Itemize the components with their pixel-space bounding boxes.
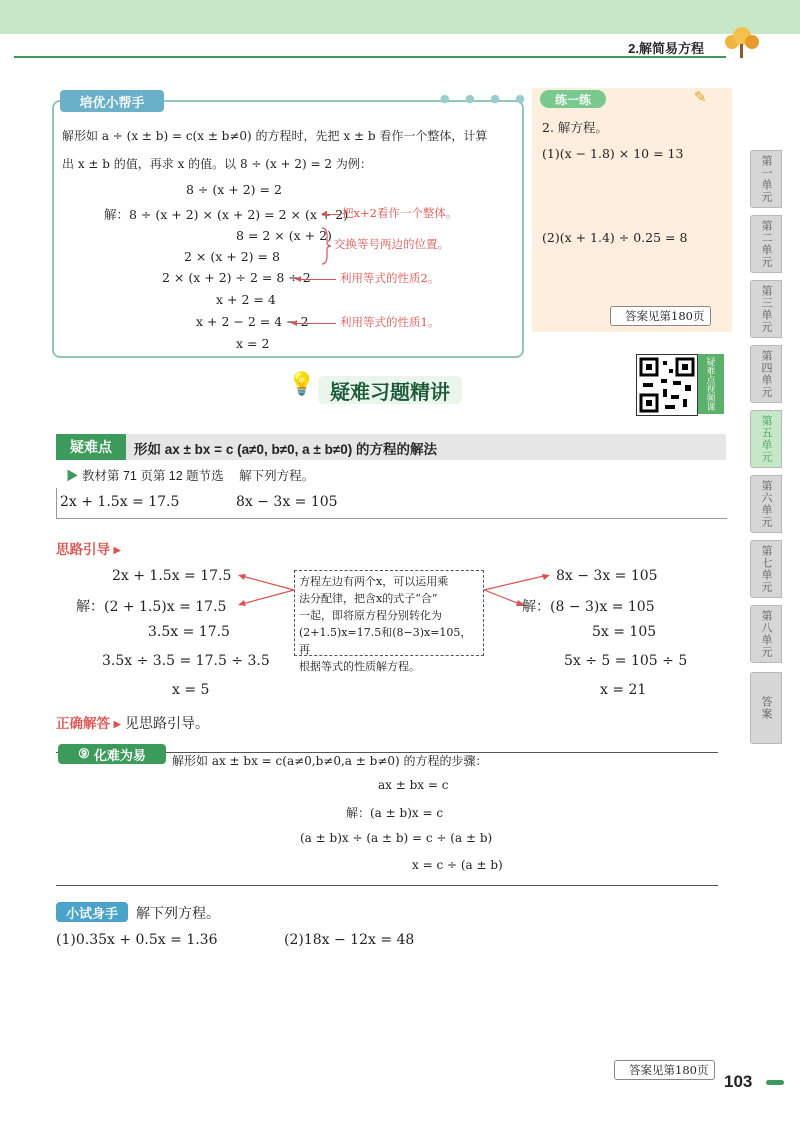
helper-step-2: 解：8 ÷ (x + 2) × (x + 2) = 2 × (x + 2) — [104, 207, 349, 222]
guide-right-4: 5x ÷ 5 = 105 ÷ 5 — [564, 653, 688, 669]
try-tag: 小试身手 — [56, 902, 128, 922]
note-whole: 把x+2看作一个整体。 — [342, 206, 458, 220]
tab-unit-7[interactable]: 第七单元 — [750, 540, 782, 598]
hint-line-2: 法分配律，把含x的式子“合” — [299, 592, 438, 605]
difficulty-title: 形如 ax ± bx = c (a≠0, b≠0, a ± b≠0) 的方程的解法 — [134, 442, 437, 457]
hint-arrows-left — [236, 568, 298, 612]
lightbulb-icon: 💡 — [288, 372, 316, 397]
helper-step-7: x + 2 − 2 = 4 − 2 — [196, 314, 309, 329]
question-source — [66, 466, 314, 484]
hint-line-3: 一起，即将原方程分别转化为 — [299, 609, 442, 622]
arrow-prop1 — [296, 323, 336, 324]
guide-right-5: x = 21 — [600, 682, 647, 698]
tab-unit-1[interactable]: 第一单元 — [750, 150, 782, 208]
page-number: 103 — [724, 1072, 753, 1091]
tab-answers[interactable]: 答案 — [750, 672, 782, 744]
simplify-line-4: x = c ÷ (a ± b) — [412, 858, 503, 872]
note-swap: 交换等号两边的位置。 — [334, 237, 449, 251]
book-icon: ⑨ — [78, 746, 90, 761]
practice-q1: (1)(x − 1.8) × 10 = 13 — [542, 146, 684, 161]
hint-line-4: (2+1.5)x=17.5和(8−3)x=105，再 — [299, 626, 472, 656]
guide-left-4: 3.5x ÷ 3.5 = 17.5 ÷ 3.5 — [102, 653, 270, 669]
guide-left-3: 3.5x = 17.5 — [148, 624, 230, 640]
tab-unit-8[interactable]: 第八单元 — [750, 605, 782, 663]
helper-step-1: 8 ÷ (x + 2) = 2 — [186, 182, 282, 197]
practice-title: 2. 解方程。 — [542, 120, 608, 135]
tab-unit-2[interactable]: 第二单元 — [750, 215, 782, 273]
hint-line-5: 根据等式的性质解方程。 — [299, 660, 420, 673]
question-instruction: 解下列方程。 — [239, 469, 315, 483]
try-q1: (1)0.35x + 0.5x = 1.36 — [56, 932, 218, 948]
correct-text: 见思路引导。 — [124, 715, 209, 731]
arrow-prop2 — [300, 279, 336, 280]
helper-intro — [62, 122, 512, 178]
question-source-text: 教材第 71 页第 12 题节选 — [81, 469, 224, 483]
tab-unit-3[interactable]: 第三单元 — [750, 280, 782, 338]
simplify-intro: 解形如 ax ± bx = c(a≠0,b≠0,a ± b≠0) 的方程的步骤： — [172, 754, 488, 768]
try-answer-ref[interactable]: 答案见第180页 — [614, 1060, 715, 1080]
helper-step-6: x + 2 = 4 — [216, 292, 276, 307]
simplify-line-3: (a ± b)x ÷ (a ± b) = c ÷ (a ± b) — [300, 831, 493, 845]
helper-intro-line2: 出 x ± b 的值，再求 x 的值。以 8 ÷ (x + 2) = 2 为例： — [62, 157, 372, 171]
practice-q2: (2)(x + 1.4) ÷ 0.25 = 8 — [542, 230, 688, 245]
try-q2: (2)18x − 12x = 48 — [284, 932, 415, 948]
correct-answer — [56, 712, 209, 733]
hint-box — [294, 570, 484, 673]
helper-step-8: x = 2 — [236, 336, 270, 351]
section-title: 2.解简易方程 — [628, 41, 704, 56]
guide-label: 思路引导 ▸ — [56, 542, 121, 557]
arrow-whole — [326, 214, 340, 215]
practice-answer-ref[interactable]: 答案见第180页 — [610, 306, 711, 326]
guide-left-2: 解：(2 + 1.5)x = 17.5 — [76, 599, 227, 615]
guide-left-1: 2x + 1.5x = 17.5 — [112, 568, 232, 584]
section-heading: 疑难习题精讲 — [318, 376, 462, 404]
top-banner — [0, 0, 800, 34]
tab-unit-4[interactable]: 第四单元 — [750, 345, 782, 403]
note-prop1: 利用等式的性质1。 — [340, 315, 440, 329]
question-eq2: 8x − 3x = 105 — [236, 494, 338, 510]
helper-step-4: 2 × (x + 2) = 8 — [184, 249, 280, 264]
qr-side-label: 疑难点视频课 — [698, 354, 724, 414]
simplify-line-2: 解：(a ± b)x = c — [346, 806, 444, 820]
correct-label: 正确解答 ▸ — [56, 716, 121, 731]
qr-code-icon[interactable] — [636, 354, 698, 416]
pencil-icon: ✎ — [694, 88, 707, 106]
tree-decoration-icon — [722, 24, 762, 58]
simplify-line-1: ax ± bx = c — [378, 778, 449, 792]
guide-right-1: 8x − 3x = 105 — [556, 568, 658, 584]
question-eq1: 2x + 1.5x = 17.5 — [60, 494, 180, 510]
tab-unit-5[interactable]: 第五单元 — [750, 410, 782, 468]
guide-right-3: 5x = 105 — [592, 624, 657, 640]
tab-unit-6[interactable]: 第六单元 — [750, 475, 782, 533]
helper-step-3: 8 = 2 × (x + 2) — [236, 228, 332, 243]
triangle-icon: ▶ — [66, 469, 82, 483]
simplify-tag: ⑨ 化难为易 — [58, 744, 166, 764]
drops-decoration: ● ● ● ● — [440, 92, 531, 105]
hint-line-1: 方程左边有两个x，可以运用乘 — [299, 575, 449, 588]
practice-tag: 练一练 — [540, 90, 606, 108]
difficulty-tag: 疑难点 — [56, 434, 126, 460]
brace-icon — [320, 226, 332, 266]
guide-left-5: x = 5 — [172, 682, 210, 698]
helper-tag: 培优小帮手 — [60, 90, 164, 112]
header-rule — [14, 56, 726, 58]
helper-intro-line1: 解形如 a ÷ (x ± b) = c(x ± b≠0) 的方程时，先把 x ± b 看作一个整体，计算 — [62, 129, 488, 143]
note-prop2: 利用等式的性质2。 — [340, 271, 440, 285]
guide-right-2: 解：(8 − 3)x = 105 — [522, 599, 655, 615]
page-number-dash — [766, 1080, 784, 1085]
try-instruction: 解下列方程。 — [136, 905, 220, 921]
helper-step-5: 2 × (x + 2) ÷ 2 = 8 ÷ 2 — [162, 270, 311, 285]
